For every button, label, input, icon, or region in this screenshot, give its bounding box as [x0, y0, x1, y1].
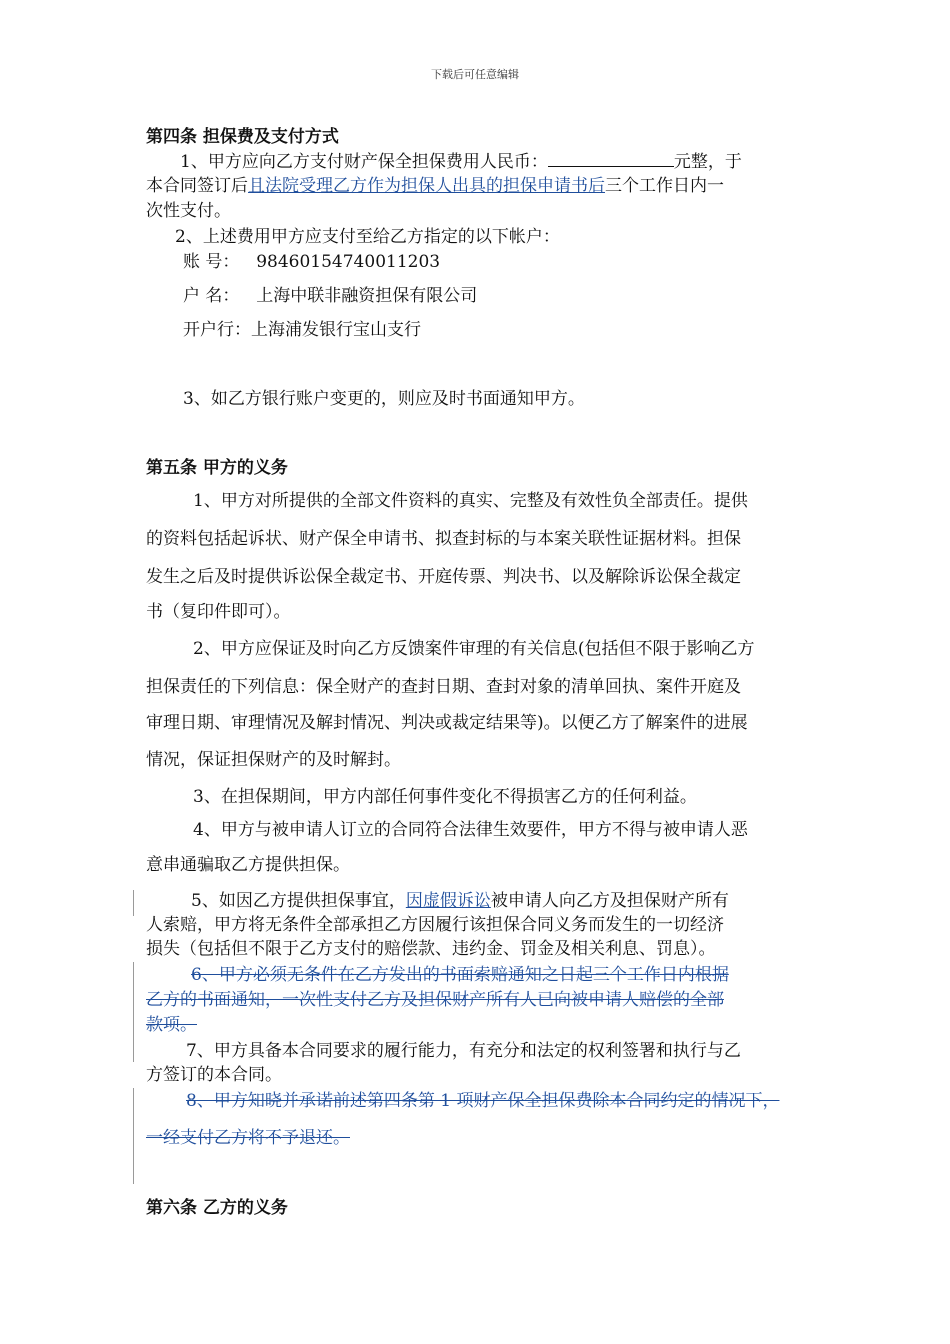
article-5-item-5-line-2: 人索赔，甲方将无条件全部承担乙方因履行该担保合同义务而发生的一切经济 [146, 915, 724, 935]
tracked-deletion[interactable]: 一经支付乙方将不予退还。 [146, 1128, 350, 1148]
article-4-title: 第四条 担保费及支付方式 [146, 127, 339, 147]
page-header: 下载后可任意编辑 [431, 68, 519, 81]
change-bar [133, 962, 134, 1062]
bank-label: 开户行： [183, 320, 251, 340]
article-5-item-3: 3、在担保期间，甲方内部任何事件变化不得损害乙方的任何利益。 [193, 787, 697, 807]
article-5-item-7-line-2: 方签订的本合同。 [146, 1065, 282, 1085]
tracked-deletion[interactable]: 6、甲方必须无条件在乙方发出的书面索赔通知之日起三个工作日内根据 [191, 965, 729, 985]
account-name-value: 上海中联非融资担保有限公司 [256, 286, 478, 306]
account-name-row [183, 285, 477, 307]
change-bar [133, 890, 134, 916]
article-5-title: 第五条 甲方的义务 [146, 458, 288, 478]
tracked-insertion[interactable]: 且法院受理乙方作为担保人出具的担保申请书后 [248, 176, 605, 196]
article-5-item-5-line-3: 损失（包括但不限于乙方支付的赔偿款、违约金、罚金及相关利息、罚息）。 [146, 939, 716, 959]
account-name-label: 户 名： [183, 286, 240, 306]
article-4-item-1-line-2 [146, 175, 724, 197]
text-segment: 被申请人向乙方及担保财产所有 [490, 891, 729, 911]
article-5-item-4-line: 4、甲方与被申请人订立的合同符合法律生效要件，甲方不得与被申请人恶 [193, 820, 748, 840]
article-5-item-2-line: 2、甲方应保证及时向乙方反馈案件审理的有关信息(包括但不限于影响乙方 [193, 639, 755, 659]
article-4-item-1-line-3: 次性支付。 [146, 201, 231, 221]
fee-text: 1、甲方应向乙方支付财产保全担保费用人民币： [180, 152, 548, 172]
fee-amount-blank[interactable] [548, 150, 674, 167]
bank-value: 上海浦发银行宝山支行 [251, 320, 421, 340]
tracked-deletion[interactable]: 8、甲方知晓并承诺前述第四条第 1 项财产保全担保费除本合同约定的情况下， [186, 1091, 780, 1111]
text-segment: 三个工作日内一 [605, 176, 724, 196]
article-5-item-2-line: 情况，保证担保财产的及时解封。 [146, 750, 401, 770]
article-5-item-1-line: 书（复印件即可）。 [146, 602, 291, 622]
account-number-value: 98460154740011203 [256, 252, 441, 272]
account-number-label: 账 号： [183, 252, 240, 272]
bank-row [183, 319, 421, 341]
article-4-item-2: 2、上述费用甲方应支付至给乙方指定的以下帐户： [175, 227, 560, 247]
article-5-item-1-line: 发生之后及时提供诉讼保全裁定书、开庭传票、判决书、以及解除诉讼保全裁定 [146, 567, 741, 587]
change-bar [133, 1088, 134, 1184]
article-5-item-1-line: 的资料包括起诉状、财产保全申请书、拟查封标的与本案关联性证据材料。担保 [146, 529, 741, 549]
article-5-item-5-line-1 [191, 890, 729, 912]
article-4-item-3: 3、如乙方银行账户变更的，则应及时书面通知甲方。 [183, 389, 585, 409]
article-5-item-1-line: 1、甲方对所提供的全部文件资料的真实、完整及有效性负全部责任。提供 [193, 491, 748, 511]
tracked-deletion[interactable]: 乙方的书面通知，一次性支付乙方及担保财产所有人已向被申请人赔偿的全部 [146, 990, 724, 1010]
article-5-item-7-line-1: 7、甲方具备本合同要求的履行能力，有充分和法定的权利签署和执行与乙 [186, 1041, 741, 1061]
account-number-row [183, 251, 440, 273]
tracked-deletion[interactable]: 款项。 [146, 1015, 197, 1035]
article-5-item-2-line: 担保责任的下列信息：保全财产的查封日期、查封对象的清单回执、案件开庭及 [146, 677, 741, 697]
text-segment: 本合同签订后 [146, 176, 248, 196]
text-segment: 5、如因乙方提供担保事宜， [191, 891, 406, 911]
article-6-title: 第六条 乙方的义务 [146, 1198, 288, 1218]
tracked-insertion[interactable]: 因虚假诉讼 [405, 891, 491, 911]
article-5-item-4-line: 意串通骗取乙方提供担保。 [146, 855, 350, 875]
article-4-item-1-line-1 [180, 150, 742, 173]
fee-unit: 元整，于 [673, 152, 742, 172]
article-5-item-2-line: 审理日期、审理情况及解封情况、判决或裁定结果等)。以便乙方了解案件的进展 [146, 713, 748, 733]
